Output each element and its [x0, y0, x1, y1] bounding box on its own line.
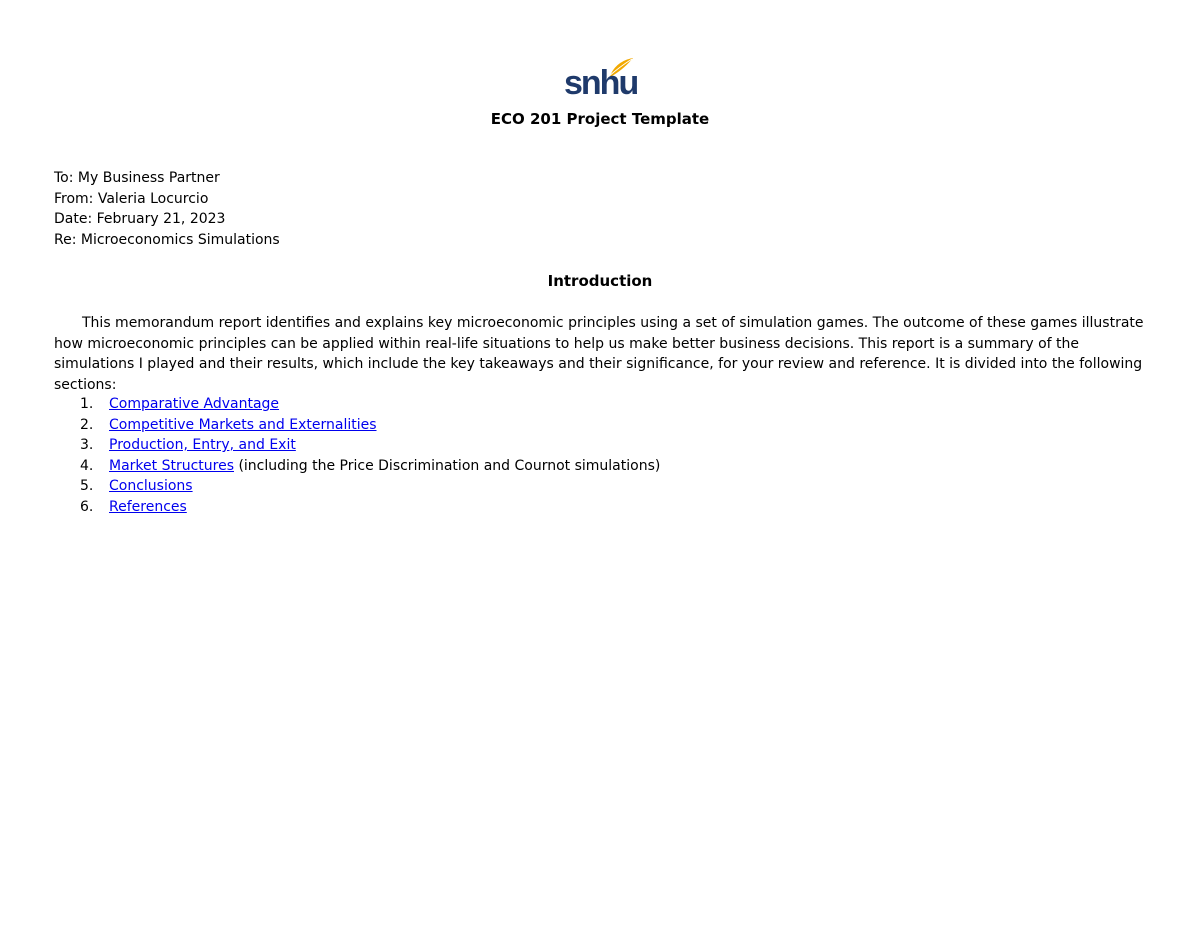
link-comparative-advantage[interactable]: Comparative Advantage: [109, 396, 280, 412]
memo-header: [54, 168, 280, 250]
list-item: [54, 476, 660, 497]
memo-from: From: Valeria Locurcio: [54, 190, 209, 207]
list-number: 5.: [80, 478, 94, 494]
link-production-entry-exit[interactable]: Production, Entry, and Exit: [109, 437, 296, 453]
link-references[interactable]: References: [109, 498, 187, 515]
document-title: ECO 201 Project Template: [490, 110, 710, 128]
snhu-logo: [564, 56, 638, 102]
list-number: 2.: [80, 416, 94, 433]
list-item: [54, 415, 660, 436]
logo-text: snhu: [564, 64, 638, 102]
introduction-heading: Introduction: [547, 272, 653, 290]
memo-date: Date: February 21, 2023: [54, 211, 226, 227]
link-conclusions[interactable]: Conclusions: [109, 478, 193, 494]
link-competitive-markets[interactable]: Competitive Markets and Externalities: [109, 416, 377, 433]
list-number: 1.: [80, 396, 94, 412]
list-item: [54, 497, 660, 518]
list-item: [54, 435, 660, 456]
list-number: 3.: [80, 437, 94, 453]
section-list: [54, 394, 660, 517]
list-item: [54, 456, 660, 477]
introduction-paragraph: This memorandum report identifies and explains key microeconomic principles using a set of simulation games. The outcome of these games illustrate how microeconomic principles can be applied within real-life situations to help us make better business decisions. This report is a summary of the simulations I played and their results, which include the key takeaways and their significance, for your review and reference. It is divided into the following sections:: [54, 315, 1144, 393]
list-number: 6.: [80, 498, 94, 515]
list-number: 4.: [80, 457, 94, 474]
list-item: [54, 394, 660, 415]
link-market-structures[interactable]: Market Structures: [109, 457, 234, 474]
list-suffix: (including the Price Discrimination and Cournot simulations): [234, 457, 661, 474]
memo-re: Re: Microeconomics Simulations: [54, 231, 280, 248]
memo-to: To: My Business Partner: [54, 170, 220, 186]
